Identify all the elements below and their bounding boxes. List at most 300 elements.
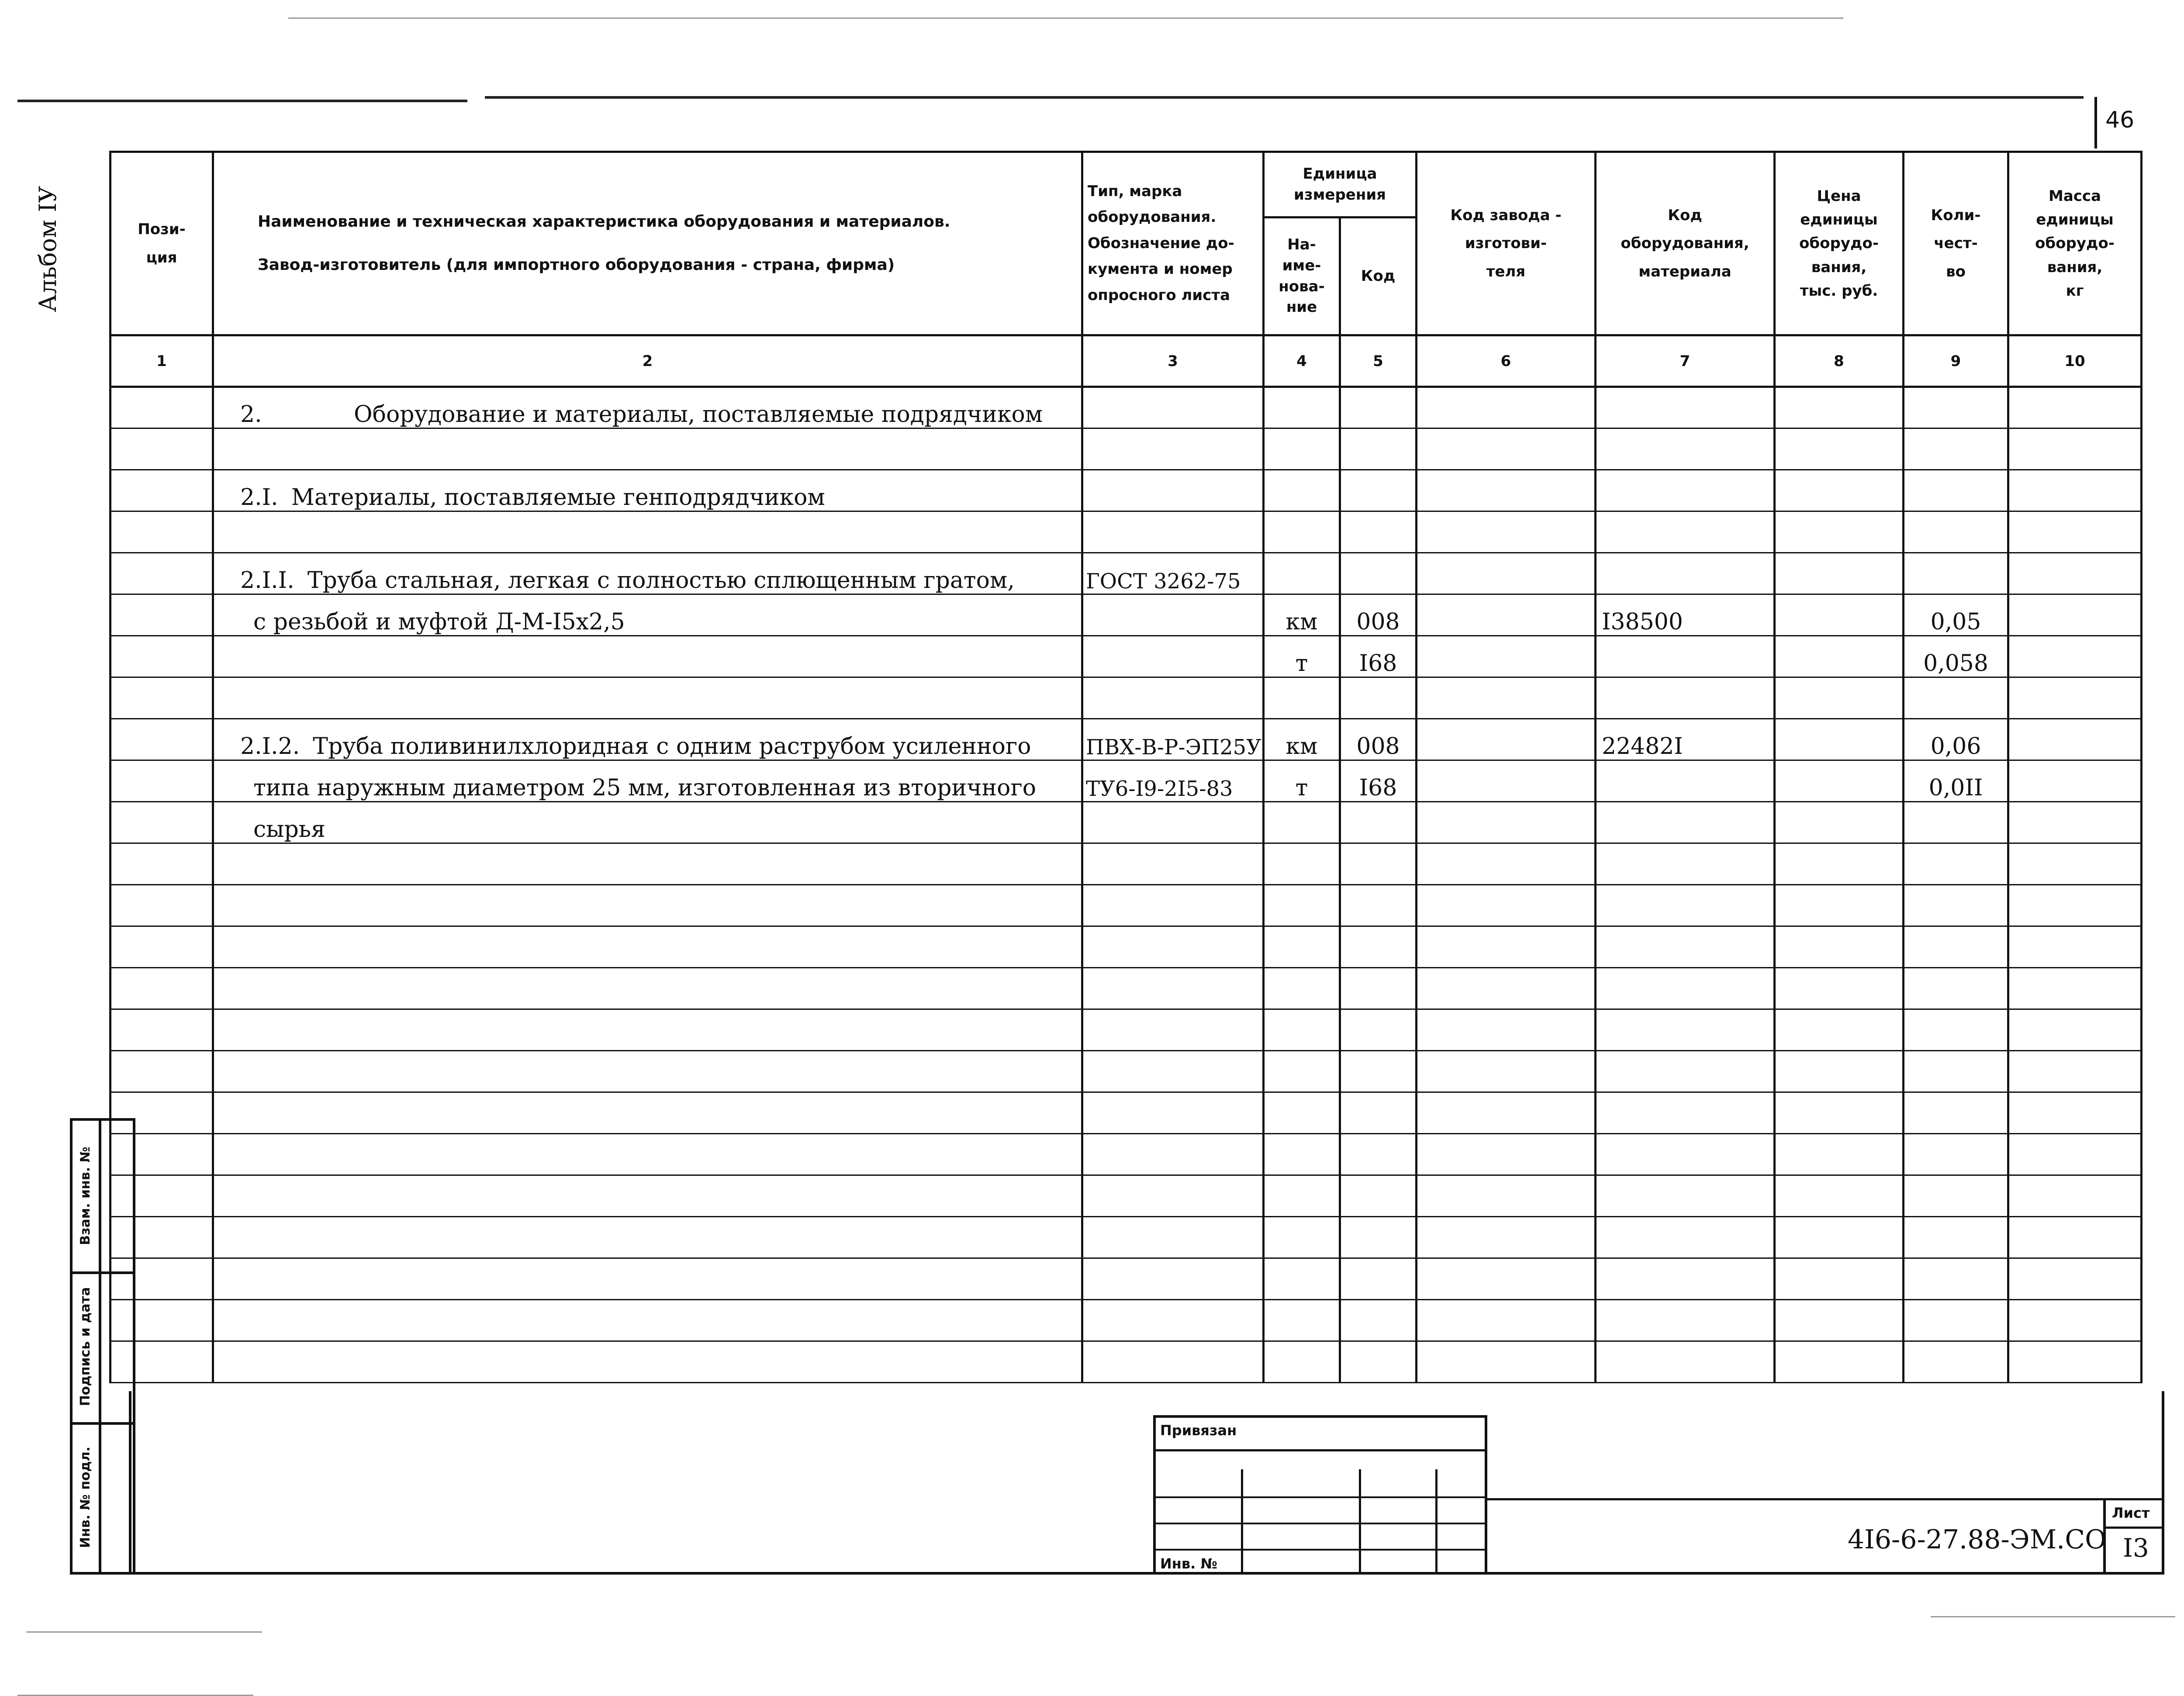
cell-quantity [1904,553,2008,594]
cell-type [1082,387,1264,428]
cell-unit [1264,968,1340,1009]
cell-position [111,387,213,428]
cell-position [111,760,213,802]
cell-mass [2008,760,2142,802]
cell-price [1775,470,1904,511]
cell-unit: км [1264,719,1340,760]
table-row [111,926,2142,968]
cell-factory-code [1417,594,1596,636]
cell-position [111,1092,213,1134]
cell-position [111,1341,213,1383]
cell-name [213,1341,1082,1383]
cell-position [111,1175,213,1217]
item-number: 2.I.2. [240,733,300,760]
cell-factory-code [1417,1258,1596,1300]
cell-unit [1264,677,1340,719]
cell-price [1775,1258,1904,1300]
cell-name [213,594,1082,636]
cell-name [213,885,1082,926]
cell-unit-code [1340,677,1417,719]
table-row [111,802,2142,843]
cell-factory-code [1417,677,1596,719]
cell-type [1082,428,1264,470]
cell-factory-code [1417,1092,1596,1134]
cell-position [111,843,213,885]
replace-inv-label: Взам. инв. № [78,1147,93,1245]
cell-unit [1264,1217,1340,1258]
table-row [111,1217,2142,1258]
cell-quantity [1904,968,2008,1009]
cell-equipment-code [1596,1175,1775,1217]
cell-equipment-code [1596,387,1775,428]
sheet-number: I3 [2123,1533,2149,1563]
cell-type: ГОСТ 3262-75 [1082,553,1264,594]
cell-position [111,968,213,1009]
cell-type: ТУ6-I9-2I5-83 [1082,760,1264,802]
cell-equipment-code [1596,802,1775,843]
cell-price [1775,1134,1904,1175]
cell-unit [1264,1341,1340,1383]
cell-unit: т [1264,636,1340,677]
cell-price [1775,636,1904,677]
header-quantity: Коли- чест- во [1904,152,2008,335]
cell-name [213,1092,1082,1134]
cell-position [111,428,213,470]
cell-price [1775,1009,1904,1051]
cell-price [1775,885,1904,926]
cell-unit-code: I68 [1340,636,1417,677]
item-number: 2.I.I. [240,567,294,594]
cell-quantity [1904,1051,2008,1092]
spec-body [111,387,2142,1383]
cell-unit [1264,387,1340,428]
table-row [111,1300,2142,1341]
cell-equipment-code [1596,1092,1775,1134]
header-row-1 [111,152,2142,218]
cell-position [111,594,213,636]
cell-mass [2008,387,2142,428]
item-name: Оборудование и материалы, поставляемые подрядчиком [354,401,1043,428]
cell-unit [1264,1175,1340,1217]
cell-quantity [1904,1217,2008,1258]
cell-factory-code [1417,636,1596,677]
cell-quantity: 0,06 [1904,719,2008,760]
cell-quantity: 0,05 [1904,594,2008,636]
cell-position [111,677,213,719]
cell-unit [1264,1009,1340,1051]
cell-unit [1264,428,1340,470]
cell-unit-code [1340,1300,1417,1341]
cell-type [1082,843,1264,885]
cell-unit [1264,802,1340,843]
item-name: Материалы, поставляемые генподрядчиком [291,484,825,511]
cell-unit-code: 008 [1340,594,1417,636]
cell-position [111,636,213,677]
cell-position [111,719,213,760]
cell-unit-code [1340,553,1417,594]
cell-type [1082,636,1264,677]
cell-unit [1264,843,1340,885]
cell-quantity [1904,1300,2008,1341]
top-rule-left [17,100,467,102]
cell-quantity [1904,387,2008,428]
cell-factory-code [1417,926,1596,968]
top-rule-right [485,96,2084,99]
cell-type [1082,1092,1264,1134]
cell-unit-code [1340,1175,1417,1217]
cell-quantity [1904,428,2008,470]
spec-table [109,151,2143,1383]
page-number: 46 [2105,107,2135,133]
table-row [111,636,2142,677]
cell-name [213,1258,1082,1300]
cell-mass [2008,1009,2142,1051]
cell-type [1082,968,1264,1009]
cell-type: ПВХ-В-Р-ЭП25У [1082,719,1264,760]
header-unit-name: На- име- нова- ние [1264,218,1340,335]
cell-name [213,719,1082,760]
cell-name [213,636,1082,677]
title-block-divider [1487,1498,2162,1500]
cell-unit-code [1340,1051,1417,1092]
cell-unit-code [1340,1258,1417,1300]
cell-unit: км [1264,594,1340,636]
cell-equipment-code [1596,968,1775,1009]
column-number: 9 [1904,335,2008,387]
cell-name [213,677,1082,719]
cell-unit-code: I68 [1340,760,1417,802]
cell-type [1082,885,1264,926]
cell-equipment-code [1596,677,1775,719]
cell-equipment-code [1596,1217,1775,1258]
cell-position [111,1134,213,1175]
item-number: 2. [240,401,262,428]
item-name: с резьбой и муфтой Д-М-I5x2,5 [253,609,625,635]
inv-no-label: Инв. № [1160,1555,1217,1572]
cell-unit-code [1340,1341,1417,1383]
cell-type [1082,677,1264,719]
cell-price [1775,843,1904,885]
cell-equipment-code [1596,843,1775,885]
cell-equipment-code [1596,760,1775,802]
cell-name [213,1175,1082,1217]
cell-type [1082,802,1264,843]
header-name: Наименование и техническая характеристика оборудования и материалов. Завод-изготовитель (для импортного оборудования - страна, фирма) [213,152,1082,335]
cell-factory-code [1417,511,1596,553]
document-code: 4I6-6-27.88-ЭМ.СО [1848,1524,2107,1555]
cell-mass [2008,1051,2142,1092]
column-number: 10 [2008,335,2142,387]
table-row [111,428,2142,470]
cell-mass [2008,511,2142,553]
cell-mass [2008,1175,2142,1217]
cell-unit [1264,470,1340,511]
cell-unit [1264,1300,1340,1341]
cell-unit-code [1340,1217,1417,1258]
cell-factory-code [1417,885,1596,926]
cell-equipment-code [1596,885,1775,926]
cell-quantity [1904,470,2008,511]
cell-factory-code [1417,553,1596,594]
column-number: 6 [1417,335,1596,387]
cell-unit [1264,511,1340,553]
table-row [111,1051,2142,1092]
cell-name [213,760,1082,802]
table-row [111,968,2142,1009]
cell-factory-code [1417,719,1596,760]
header-mass: Масса единицы оборудо- вания, кг [2008,152,2142,335]
cell-price [1775,1300,1904,1341]
cell-factory-code [1417,1175,1596,1217]
cell-mass [2008,428,2142,470]
cell-unit [1264,553,1340,594]
cell-name [213,1300,1082,1341]
cell-name [213,802,1082,843]
cell-position [111,553,213,594]
cell-price [1775,719,1904,760]
table-row [111,1258,2142,1300]
inv-orig-label: Инв. № подл. [78,1446,93,1548]
cell-price [1775,1092,1904,1134]
cell-unit-code [1340,387,1417,428]
table-row [111,719,2142,760]
cell-unit-code [1340,926,1417,968]
cell-type [1082,1051,1264,1092]
cell-price [1775,1051,1904,1092]
scan-top-line [288,17,1843,19]
cell-equipment-code: I38500 [1596,594,1775,636]
cell-unit: т [1264,760,1340,802]
cell-name [213,843,1082,885]
cell-quantity [1904,843,2008,885]
cell-name [213,1051,1082,1092]
cell-quantity [1904,1092,2008,1134]
cell-position [111,926,213,968]
cell-unit-code [1340,802,1417,843]
cell-equipment-code [1596,428,1775,470]
table-row [111,1175,2142,1217]
cell-equipment-code [1596,1134,1775,1175]
table-row [111,1134,2142,1175]
cell-mass [2008,1092,2142,1134]
cell-unit-code [1340,428,1417,470]
cell-unit [1264,1258,1340,1300]
cell-unit [1264,1051,1340,1092]
cell-position [111,470,213,511]
cell-factory-code [1417,843,1596,885]
table-row [111,553,2142,594]
cell-factory-code [1417,1300,1596,1341]
cell-price [1775,511,1904,553]
cell-type [1082,1258,1264,1300]
cell-mass [2008,1217,2142,1258]
cell-equipment-code [1596,1258,1775,1300]
cell-price [1775,926,1904,968]
cell-equipment-code [1596,1009,1775,1051]
cell-quantity [1904,1175,2008,1217]
header-unit-group: Единица измерения [1264,152,1417,218]
table-row [111,387,2142,428]
cell-factory-code [1417,1009,1596,1051]
cell-mass [2008,719,2142,760]
cell-mass [2008,843,2142,885]
sheet-box-line [2103,1527,2164,1529]
cell-name [213,1217,1082,1258]
cell-factory-code [1417,802,1596,843]
cell-quantity [1904,1134,2008,1175]
cell-unit-code [1340,470,1417,511]
cell-factory-code [1417,470,1596,511]
header-type: Тип, марка оборудования. Обозначение до- кумента и номер опросного листа [1082,152,1264,335]
cell-price [1775,1217,1904,1258]
cell-equipment-code [1596,1051,1775,1092]
cell-price [1775,387,1904,428]
column-number: 5 [1340,335,1417,387]
cell-unit-code: 008 [1340,719,1417,760]
cell-name [213,1009,1082,1051]
table-row [111,1341,2142,1383]
cell-quantity [1904,885,2008,926]
cell-unit-code [1340,511,1417,553]
cell-quantity [1904,1258,2008,1300]
cell-mass [2008,1134,2142,1175]
header-unit-code: Код [1340,218,1417,335]
cell-equipment-code [1596,636,1775,677]
item-number: 2.I. [240,484,278,511]
cell-quantity [1904,1341,2008,1383]
cell-mass [2008,926,2142,968]
cell-mass [2008,470,2142,511]
cell-factory-code [1417,1341,1596,1383]
cell-mass [2008,1258,2142,1300]
cell-type [1082,1175,1264,1217]
cell-unit-code [1340,843,1417,885]
table-row [111,594,2142,636]
cell-mass [2008,1300,2142,1341]
cell-price [1775,760,1904,802]
cell-factory-code [1417,387,1596,428]
table-row [111,470,2142,511]
cell-mass [2008,885,2142,926]
cell-quantity [1904,677,2008,719]
cell-price [1775,968,1904,1009]
cell-price [1775,802,1904,843]
cell-factory-code [1417,968,1596,1009]
cell-type [1082,594,1264,636]
sign-date-label: Подпись и дата [78,1287,93,1406]
cell-equipment-code [1596,511,1775,553]
attached-block [1153,1415,1487,1575]
cell-unit-code [1340,885,1417,926]
cell-quantity [1904,1009,2008,1051]
album-label: Альбом IУ [34,186,62,312]
cell-type [1082,926,1264,968]
cell-quantity [1904,926,2008,968]
cell-mass [2008,636,2142,677]
cell-mass [2008,553,2142,594]
cell-type [1082,511,1264,553]
table-row [111,885,2142,926]
cell-unit-code [1340,968,1417,1009]
cell-name [213,387,1082,428]
cell-position [111,1258,213,1300]
cell-equipment-code [1596,1300,1775,1341]
cell-type [1082,1341,1264,1383]
page-number-divider [2094,97,2097,149]
cell-price [1775,1175,1904,1217]
cell-type [1082,1134,1264,1175]
column-numbers-row [111,335,2142,387]
column-number: 7 [1596,335,1775,387]
cell-factory-code [1417,1051,1596,1092]
column-number: 8 [1775,335,1904,387]
cell-factory-code [1417,760,1596,802]
cell-mass [2008,677,2142,719]
cell-quantity [1904,511,2008,553]
cell-position [111,1051,213,1092]
item-name: Труба стальная, легкая с полностью сплющенным гратом, [307,567,1015,594]
cell-equipment-code [1596,926,1775,968]
cell-unit [1264,1092,1340,1134]
cell-name [213,926,1082,968]
table-row [111,677,2142,719]
cell-type [1082,1009,1264,1051]
table-row [111,760,2142,802]
cell-mass [2008,1341,2142,1383]
cell-name [213,511,1082,553]
sheet-label: Лист [2112,1505,2150,1521]
cell-position [111,511,213,553]
cell-mass [2008,594,2142,636]
header-equipment-code: Код оборудования, материала [1596,152,1775,335]
table-row [111,511,2142,553]
cell-name [213,968,1082,1009]
cell-position [111,1009,213,1051]
cell-quantity: 0,0II [1904,760,2008,802]
cell-price [1775,428,1904,470]
cell-position [111,885,213,926]
cell-quantity: 0,058 [1904,636,2008,677]
cell-equipment-code: 22482I [1596,719,1775,760]
cell-name [213,428,1082,470]
cell-name [213,470,1082,511]
cell-unit [1264,1134,1340,1175]
header-factory-code: Код завода - изготови- теля [1417,152,1596,335]
item-name: сырья [253,816,325,843]
column-number: 4 [1264,335,1340,387]
cell-position [111,802,213,843]
column-number: 1 [111,335,213,387]
scan-bottom-line-right [1931,1616,2175,1617]
cell-unit [1264,885,1340,926]
cell-price [1775,594,1904,636]
cell-quantity [1904,802,2008,843]
table-row [111,1092,2142,1134]
attached-label: Привязан [1160,1422,1237,1439]
cell-factory-code [1417,428,1596,470]
item-name: Труба поливинилхлоридная с одним раструбом усиленного [313,733,1031,760]
cell-type [1082,1300,1264,1341]
cell-price [1775,677,1904,719]
item-name: типа наружным диаметром 25 мм, изготовленная из вторичного [253,775,1037,801]
cell-price [1775,1341,1904,1383]
cell-mass [2008,802,2142,843]
cell-unit-code [1340,1092,1417,1134]
table-row [111,843,2142,885]
cell-mass [2008,968,2142,1009]
cell-equipment-code [1596,1341,1775,1383]
cell-factory-code [1417,1134,1596,1175]
